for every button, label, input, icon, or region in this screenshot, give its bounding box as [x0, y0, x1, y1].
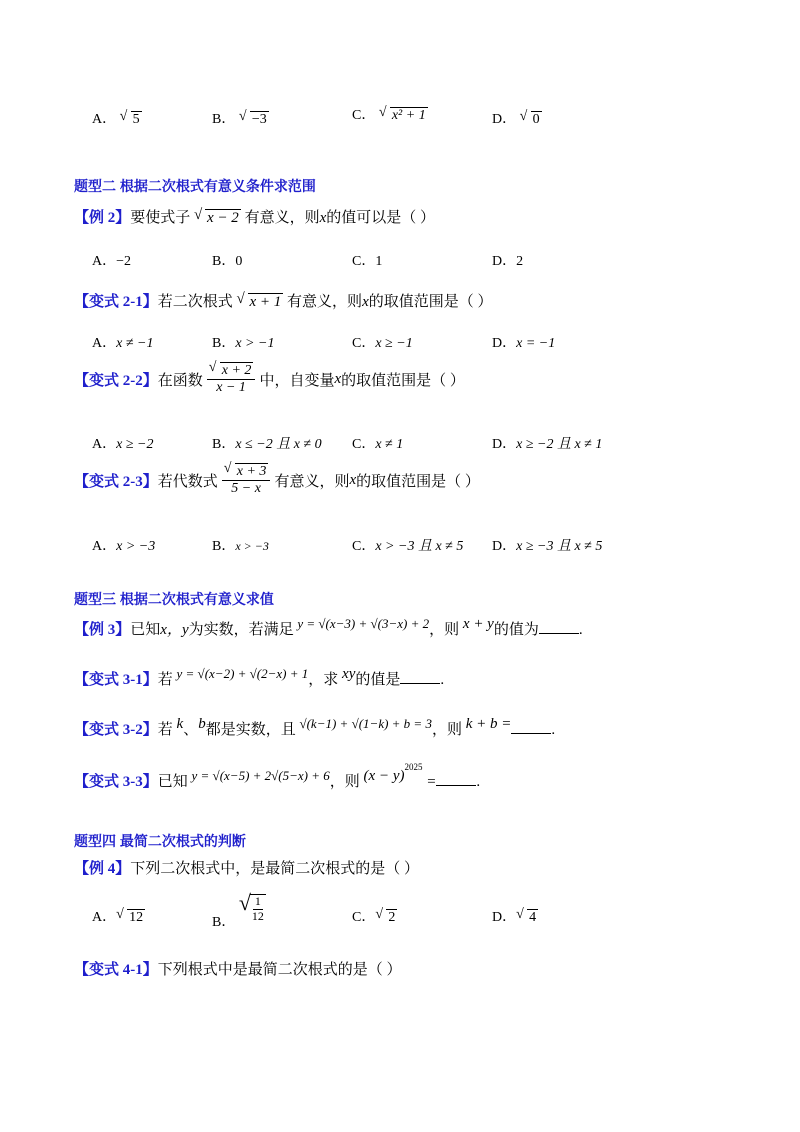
v21-option-c: C．x ≥ −1	[352, 336, 413, 351]
question-label: 【变式 3-1】	[74, 672, 158, 688]
sqrt-expression: √ x² + 1	[379, 107, 428, 124]
ex2-option-b: B．0	[212, 254, 243, 269]
v22-option-d: D．x ≥ −2 且 x ≠ 1	[492, 437, 603, 452]
question-label: 【变式 2-2】	[74, 372, 158, 389]
example-4: 【例 4】下列二次根式中，是最简二次根式的是（ ）	[74, 861, 420, 877]
v22-option-a: A．x ≥ −2	[92, 437, 154, 452]
equation: y = √(x−5) + 2√(5−x) + 6	[191, 768, 330, 783]
sqrt-expression: √ 0	[520, 111, 542, 128]
example-2: 【例 2】要使式子 √ x − 2 有意义，则x的值可以是（ ）	[74, 206, 435, 227]
answer-blank[interactable]	[539, 619, 579, 634]
equation: y = √(x−2) + √(2−x) + 1	[176, 666, 309, 681]
ex2-option-a: A．−2	[92, 254, 132, 269]
ex2-option-c: C．1	[352, 254, 383, 269]
v21-option-d: D．x = −1	[492, 336, 556, 351]
section-title: 题型三 根据二次根式有意义求值	[74, 591, 274, 607]
ex4-option-a: A．√ 12	[92, 906, 145, 926]
fraction: √ $\frac{x + 3}{5 - x}$	[222, 463, 271, 497]
ex4-option-d: D．√ 4	[492, 906, 538, 926]
v23-option-a: A．x > −3	[92, 539, 156, 554]
v23-option-c: C．x > −3 且 x ≠ 5	[352, 539, 464, 554]
variant-2-1: 【变式 2-1】若二次根式 √ x + 1 有意义，则x的取值范围是（ ）	[74, 290, 493, 311]
q1-option-c	[352, 104, 428, 124]
section-title: 题型四 最简二次根式的判断	[74, 833, 246, 849]
answer-blank[interactable]	[511, 719, 551, 734]
v21-option-b: B．x > −1	[212, 336, 275, 351]
option-letter: B．	[212, 112, 236, 127]
equation: y = √(x−3) + √(3−x) + 2	[297, 616, 430, 631]
example-3: 【例 3】已知x，y为实数，若满足 y = √(x−3) + √(3−x) + 2，则 x + y的值为 .	[74, 616, 583, 638]
sqrt-expression: √ x + 1	[237, 293, 284, 311]
section-title: 题型二 根据二次根式有意义条件求范围	[74, 178, 316, 194]
sqrt-expression: √ −3	[239, 111, 269, 128]
v23-option-b: B．x > −3	[212, 539, 269, 554]
question-label: 【变式 2-1】	[74, 294, 158, 310]
fraction: √ $\frac{x + 2}{x - 1}$	[207, 362, 256, 396]
question-label: 【例 4】	[74, 861, 131, 877]
q1-option-a	[92, 108, 142, 128]
q1-option-b	[212, 108, 269, 128]
ex4-option-b: B． √ $\frac{1}{12}$	[212, 892, 266, 924]
question-label: 【例 2】	[74, 210, 131, 226]
answer-blank[interactable]	[436, 771, 476, 786]
variant-3-1: 【变式 3-1】若 y = √(x−2) + √(2−x) + 1，求 xy的值是 .	[74, 666, 445, 688]
v21-option-a: A．x ≠ −1	[92, 336, 154, 351]
variant-3-3: 【变式 3-3】已知 y = √(x−5) + 2√(5−x) + 6，则 $(x - y)^{2025}$ = .	[74, 762, 481, 790]
q1-option-d	[492, 108, 542, 128]
ex4-option-c: C．√ 2	[352, 906, 397, 926]
question-label: 【变式 3-2】	[74, 722, 158, 738]
v22-option-c: C．x ≠ 1	[352, 437, 404, 452]
question-label: 【变式 4-1】	[74, 962, 158, 978]
option-letter: A．	[92, 112, 117, 127]
question-label: 【变式 3-3】	[74, 774, 158, 790]
question-label: 【例 3】	[74, 622, 131, 638]
sqrt-expression: √ 5	[120, 111, 142, 128]
sqrt-expression: √ $\frac{1}{12}$	[239, 892, 266, 924]
v22-option-b: B．x ≤ −2 且 x ≠ 0	[212, 437, 322, 452]
answer-blank[interactable]	[400, 669, 440, 684]
v23-option-d: D．x ≥ −3 且 x ≠ 5	[492, 539, 603, 554]
variant-4-1: 【变式 4-1】下列根式中是最简二次根式的是（ ）	[74, 962, 402, 978]
option-letter: C．	[352, 108, 376, 123]
variant-2-2: 【变式 2-2】 在函数 √ $\frac{x + 2}{x - 1}$ 中，自变量 x 的取值范围是（ ）	[74, 362, 465, 396]
variant-3-2: 【变式 3-2】若 k、b都是实数，且 √(k−1) + √(1−k) + b = 3，则 k + b = .	[74, 716, 556, 738]
sqrt-expression: √ x − 2	[194, 209, 241, 227]
equation: √(k−1) + √(1−k) + b = 3	[299, 716, 432, 731]
variant-2-3: 【变式 2-3】 若代数式 √ $\frac{x + 3}{5 - x}$ 有意义，则 x 的取值范围是（ ）	[74, 463, 480, 497]
ex2-option-d: D．2	[492, 254, 524, 269]
option-letter: D．	[492, 112, 517, 127]
question-label: 【变式 2-3】	[74, 473, 158, 490]
